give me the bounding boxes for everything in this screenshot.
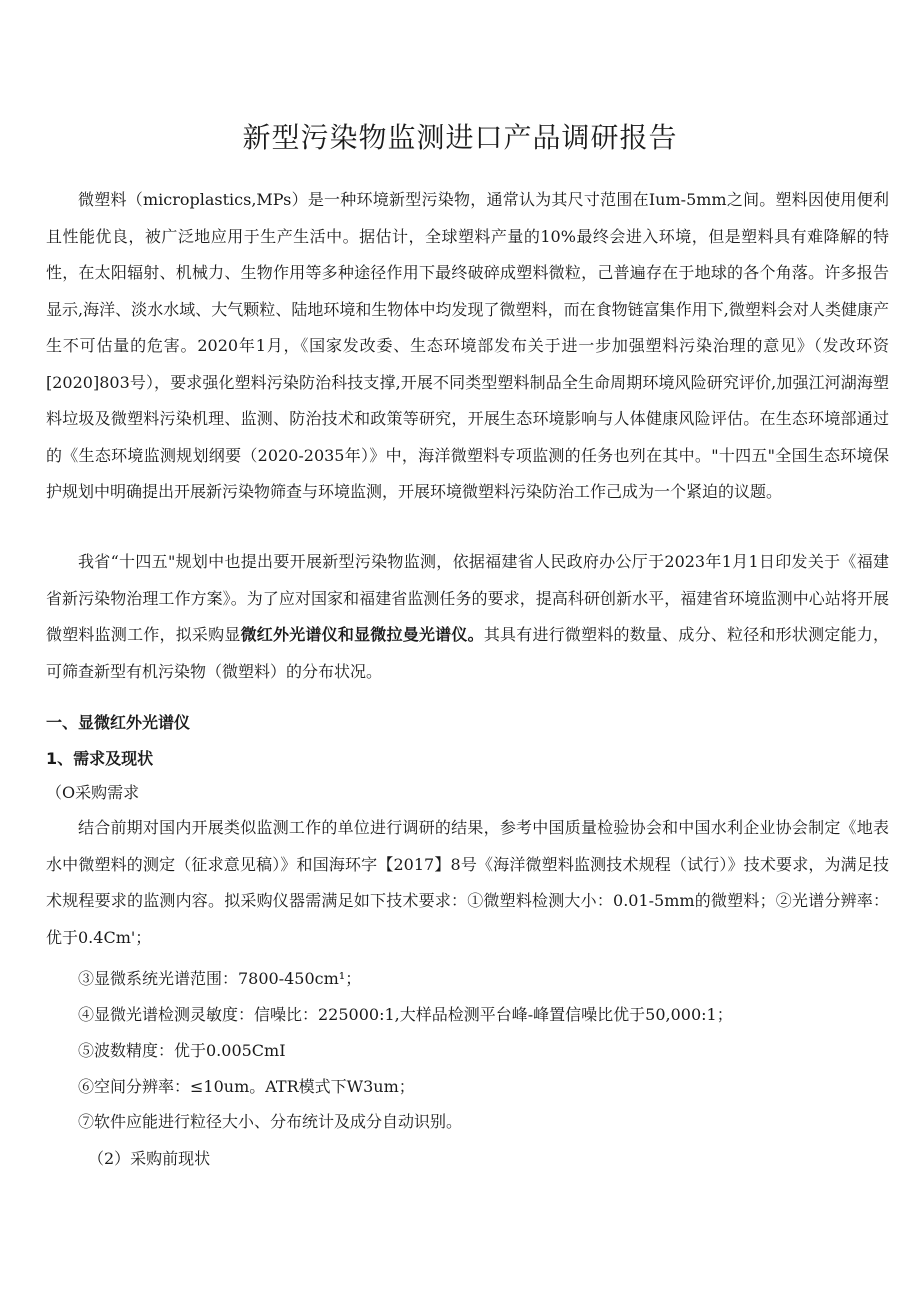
spec-item-4: ④显微光谱检测灵敏度：信噪比：225000:1,大样品检测平台峰-峰置信噪比优于50,000:1； xyxy=(78,1005,733,1024)
requirements-paragraph: 结合前期对国内开展类似监测工作的单位进行调研的结果，参考中国质量检验协会和中国水利企业协会制定《地表水中微塑料的测定（征求意见稿）》和国海环字【2017】8号《海洋微塑料监测技术规程（试行）》技术要求，为满足技术规程要求的监测内容。拟采购仪器需满足如下技术要求：①微塑料检测大小：0.01-5mm的微塑料；②光谱分辨率：优于0.4Cm'； xyxy=(46,818,889,947)
spec-item-7: ⑦软件应能进行粒径大小、分布统计及成分自动识别。 xyxy=(78,1112,463,1131)
plan-paragraph xyxy=(46,544,889,690)
plan-paragraph-tail: 其具有进行微塑料的数量、成分、粒径和形状测定能力，可筛查新型有机污染物（微塑料）的分布状况。 xyxy=(46,625,889,681)
intro-paragraph: 微塑料（microplastics,MPs）是一种环境新型污染物，通常认为其尺寸范围在Ium-5mm之间。塑料因使用便利且性能优良，被广泛地应用于生产生活中。据估计，全球塑料产量的10%最终会进入环境，但是塑料具有难降解的特性，在太阳辐射、机械力、生物作用等多种途径作用下最终破碎成塑料微粒，己普遍存在于地球的各个角落。许多报告显示,海洋、淡水水域、大气颗粒、陆地环境和生物体中均发现了微塑料，而在食物链富集作用下,微塑料会对人类健康产生不可估量的危害。2020年1月，《国家发改委、生态环境部发布关于进一步加强塑料污染治理的意见》（发改环资[2020]803号），要求强化塑料污染防治科技支撑,开展不同类型塑料制品全生命周期环境风险研究评价,加强江河湖海塑料垃圾及微塑料污染机理、监测、防治技术和政策等研究，开展生态环境影响与人体健康风险评估。在生态环境部通过的《生态环境监测规划纲要（2020-2035年）》中，海洋微塑料专项监测的任务也列在其中。"十四五"全国生态环境保护规划中明确提出开展新污染物筛查与环境监测，开展环境微塑料污染防治工作己成为一个紧迫的议题。 xyxy=(46,190,889,501)
spec-item-3: ③显微系统光谱范围：7800-450cm¹； xyxy=(78,969,362,988)
item-purchase-requirements: （O采购需求 xyxy=(46,783,140,802)
subsection-heading-needs: 1、需求及现状 xyxy=(46,749,154,768)
instrument-names: 微红外光谱仪和显微拉曼光谱仪。 xyxy=(240,625,484,644)
section-heading-ir-microscope: 一、显微红外光谱仪 xyxy=(46,713,191,732)
item-current-status: （2）采购前现状 xyxy=(88,1149,211,1168)
plan-paragraph-text: 我省“十四五"规划中也提出要开展新型污染物监测，依据福建省人民政府办公厅于2023年1月1日印发关于《福建省新污染物治理工作方案》。为了应对国家和福建省监测任务的要求，提高科研创新水平，福建省环境监测中心站将开展微塑料监测工作，拟采购显 xyxy=(46,552,889,644)
spec-item-6: ⑥空间分辨率：≤10um。ATR模式下W3um； xyxy=(78,1077,415,1096)
spec-item-5: ⑤波数精度：优于0.005CmI xyxy=(78,1041,286,1060)
page-title: 新型污染物监测进口产品调研报告 xyxy=(242,121,678,154)
